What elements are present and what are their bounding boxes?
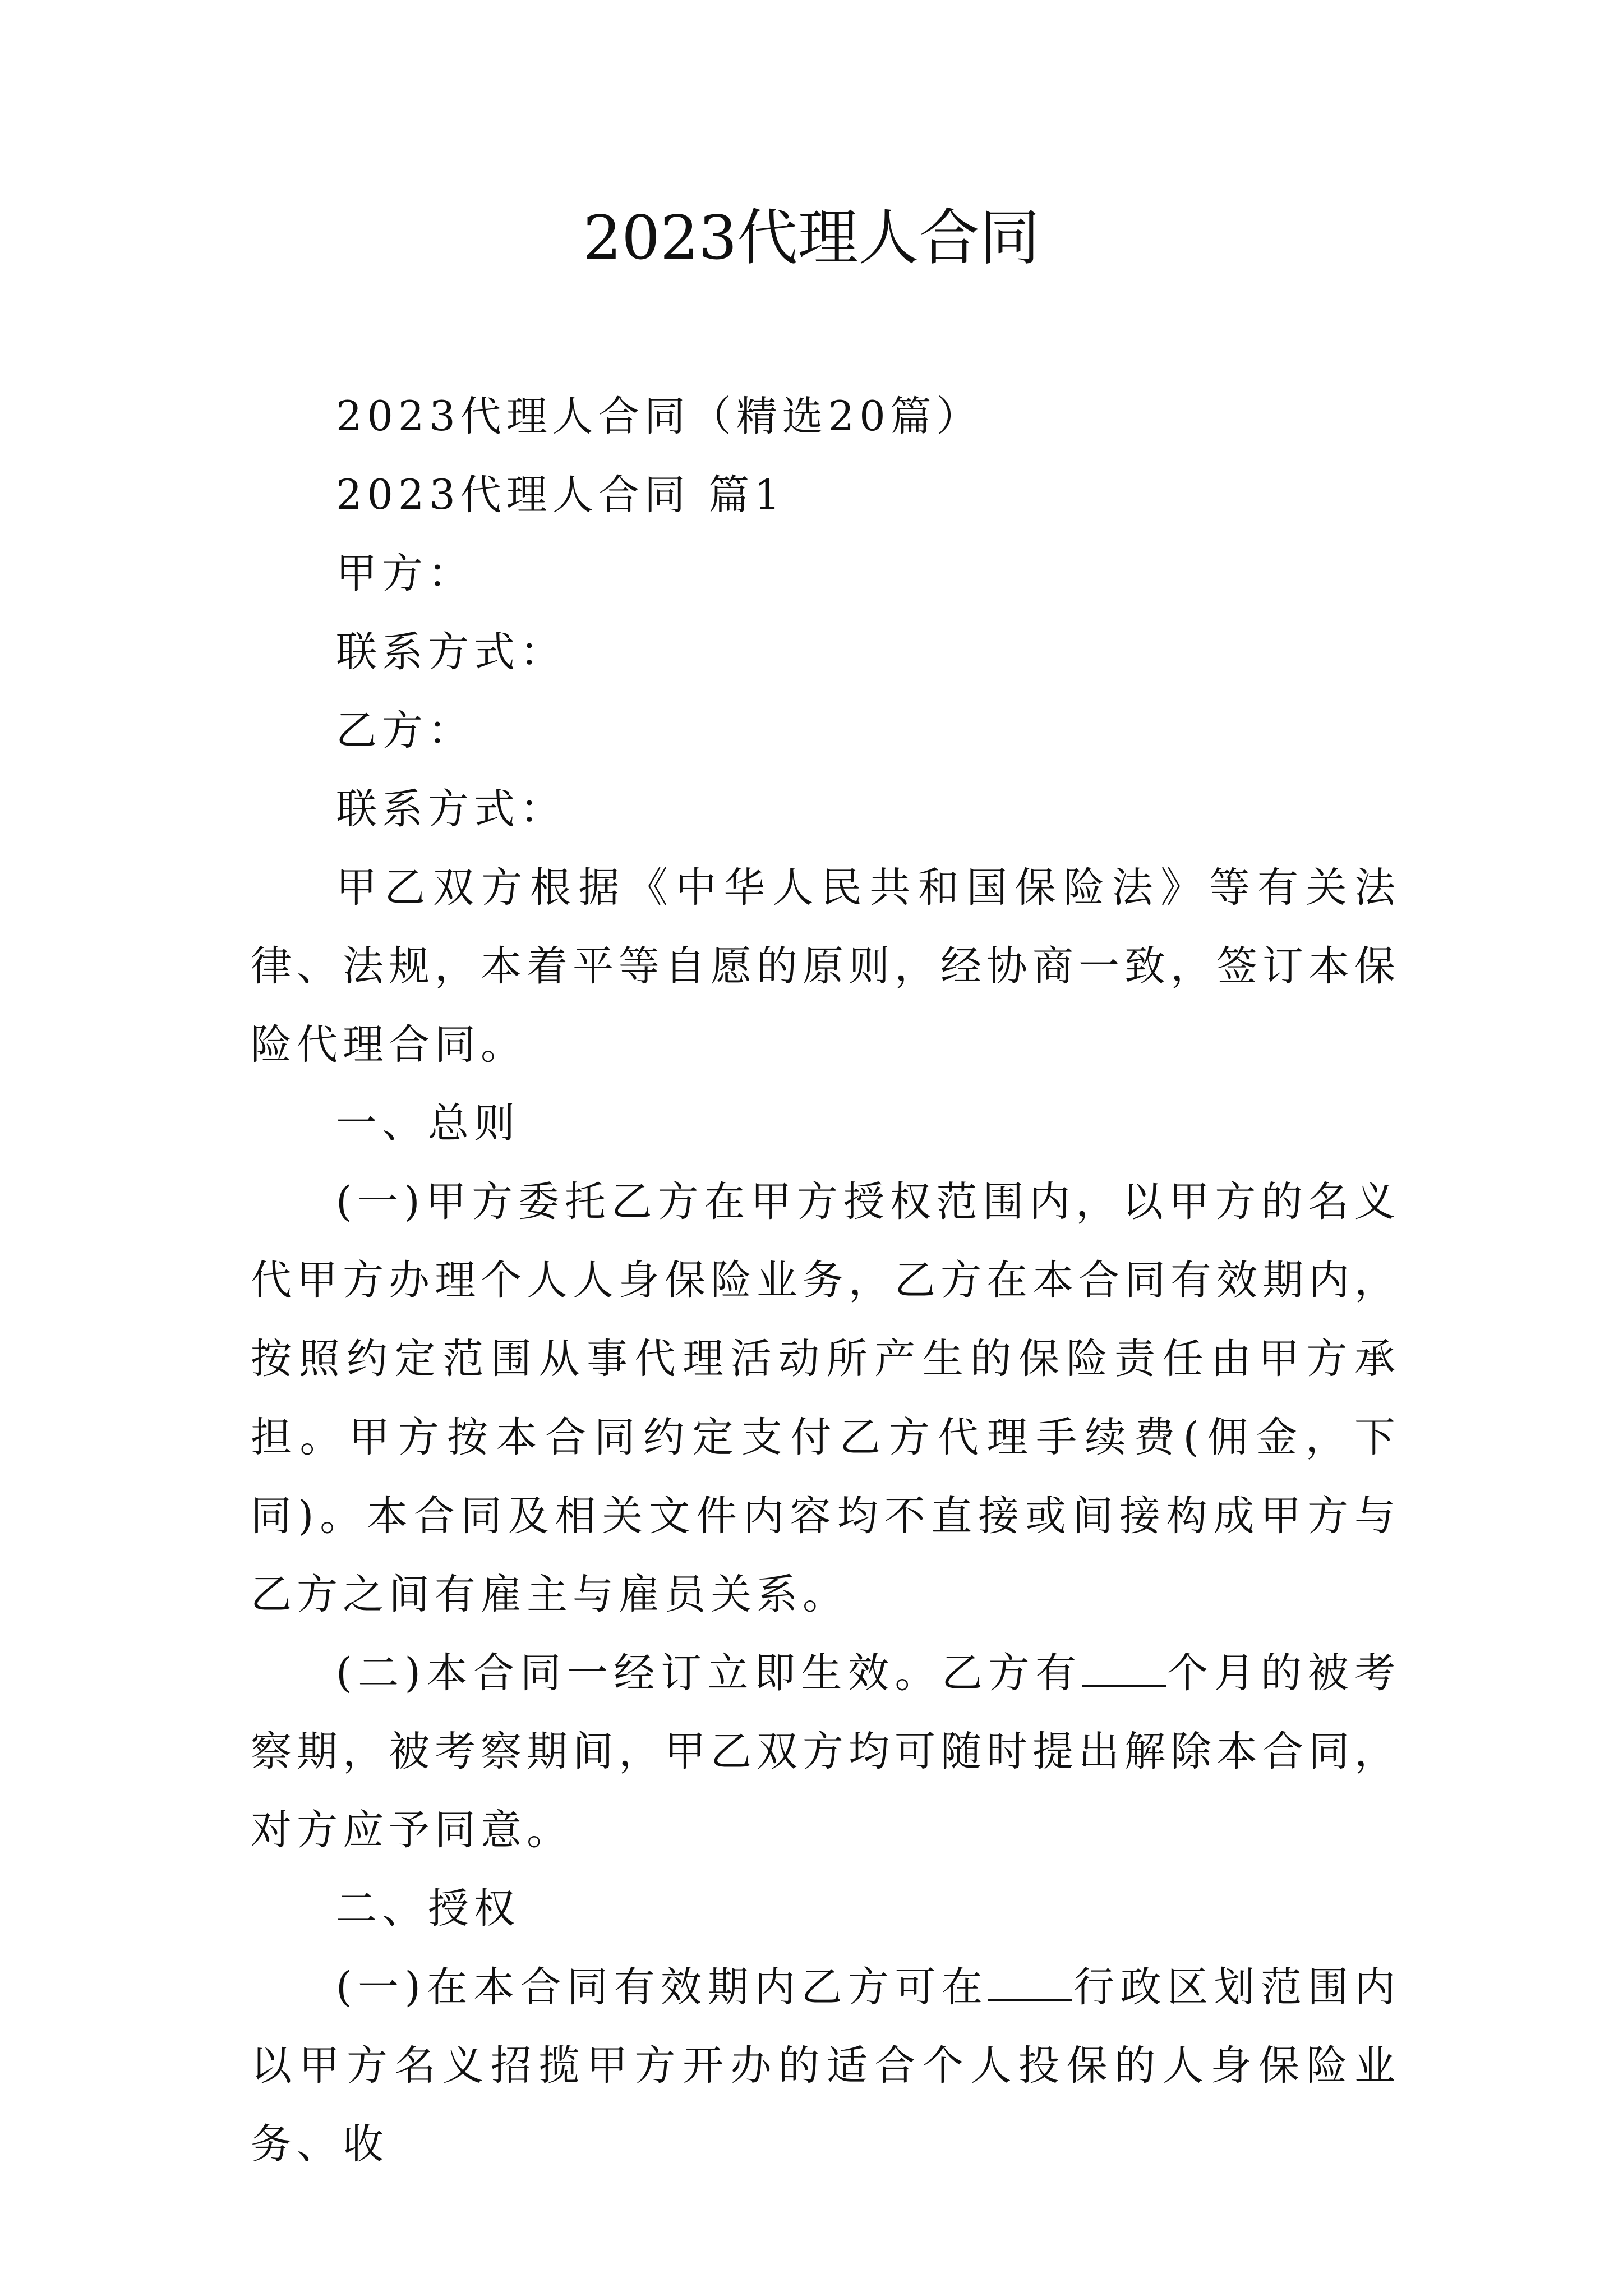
document-subtitle: 2023代理人合同（精选20篇）: [336, 393, 983, 440]
party-a-line: 甲方：: [336, 550, 474, 597]
clause-text: (二)本合同一经订立即生效。乙方有: [336, 1649, 1082, 1697]
document-body: [251, 378, 1400, 2184]
party-a-contact-line: 联系方式：: [336, 628, 566, 676]
blank-field: [1082, 1646, 1166, 1687]
intro-paragraph: 甲乙双方根据《中华人民共和国保险法》等有关法律、法规，本着平等自愿的原则，经协商一致，签订本保险代理合同。: [251, 864, 1400, 1069]
clause-text: 行政区划范围内以甲方名义招揽甲方开办的适合个人投保的人身保险业务、收: [251, 1963, 1400, 2168]
general-clause-2: [251, 1634, 1400, 1870]
document-title: 2023代理人合同: [583, 203, 1040, 273]
general-clause-1: (一)甲方委托乙方在甲方授权范围内，以甲方的名义代甲方办理个人人身保险业务，乙方在本合同有效期内，按照约定范围从事代理活动所产生的保险责任由甲方承担。甲方按本合同约定支付乙方代理手续费(佣金，下同)。本合同及相关文件内容均不直接或间接构成甲方与乙方之间有雇主与雇员关系。: [251, 1178, 1400, 1618]
section-heading-general: 一、总则: [336, 1099, 520, 1147]
section-heading-authorization: 二、授权: [336, 1885, 520, 1932]
blank-field: [988, 1960, 1072, 2001]
party-b-contact-line: 联系方式：: [336, 785, 566, 833]
clause-text: (一)在本合同有效期内乙方可在: [336, 1963, 989, 2011]
party-b-line: 乙方：: [336, 707, 474, 754]
clause-text: 个月的被考察期，被考察期间，甲乙双方均可随时提出解除本合同，对方应予同意。: [251, 1649, 1400, 1854]
part-heading: 2023代理人合同 篇1: [336, 471, 786, 519]
authorization-clause-1: [251, 1948, 1400, 2184]
